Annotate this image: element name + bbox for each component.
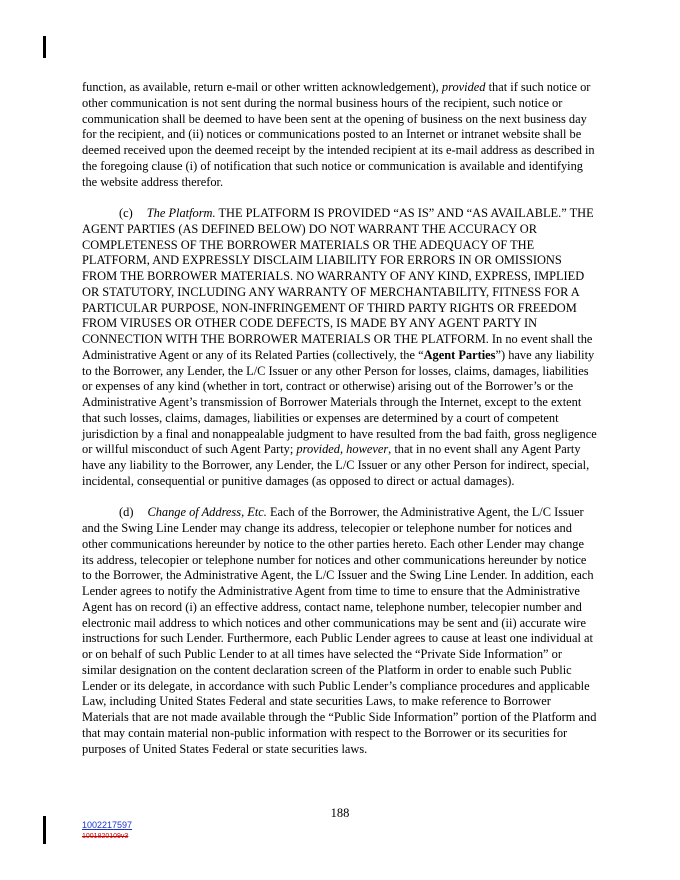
text-run: , that in no event shall any Agent Party have any liability to the Borrower, any Lender, the L/C Issuer or any other Person for indirect, special, incidental, consequential or punitive damages (as opposed to direct or actual damages). (82, 442, 590, 488)
paragraph-spacer (82, 490, 597, 506)
paragraph-c (82, 206, 597, 490)
footer-doc-id: 1002217597 (82, 820, 133, 830)
paragraph-c-label: (c) (119, 206, 133, 220)
paragraph-b-continuation (82, 80, 597, 190)
footer-prior-doc-id: 1001820109v3 (82, 833, 129, 840)
change-bar-bottom (43, 816, 46, 844)
text-run: THE PLATFORM IS PROVIDED “AS IS” AND “AS AVAILABLE.” THE AGENT PARTIES (AS DEFINED BELOW) DO NOT WARRANT THE ACCURACY OR COMPLETENESS OF THE BORROWER MATERIALS OR THE ADEQUACY OF THE PLATFORM, AND EXPRESSLY DISCLAIM LIABILITY FOR ERRORS IN OR OMISSIONS FROM THE BORROWER MATERIALS. NO WARRANTY OF ANY KIND, EXPRESS, IMPLIED OR STATUTORY, INCLUDING ANY WARRANTY OF MERCHANTABILITY, FITNESS FOR A PARTICULAR PURPOSE, NON-INFRINGEMENT OF THIRD PARTY RIGHTS OR FREEDOM FROM VIRUSES OR OTHER CODE DEFECTS, IS MADE BY ANY AGENT PARTY IN CONNECTION WITH THE BORROWER MATERIALS OR THE PLATFORM. In no event shall the Administrative Agent or any of its Related Parties (collectively, the “ (82, 206, 594, 362)
paragraph-spacer (82, 190, 597, 206)
paragraph-d-body (82, 505, 596, 755)
paragraph-c-body (82, 206, 597, 488)
change-bar-top (43, 36, 46, 58)
paragraph-c-title: The Platform. (146, 206, 216, 220)
page-number: 188 (330, 806, 350, 820)
text-run: ”) have any liability to the Borrower, any Lender, the L/C Issuer or any other Person for losses, claims, damages, liabilities or expenses of any kind (whether in tort, contract or otherwise) arising out of the Borrower’s or the Administrative Agent’s transmission of Borrower Materials through the Internet, except to the extent that such losses, claims, damages, liabilities or expenses are determined by a court of competent jurisdiction by a final and nonappealable judgment to have resulted from the bad faith, gross negligence or willful misconduct of such Agent Party; (82, 347, 597, 457)
text-run: provided, however (296, 442, 389, 457)
text-run: Agent Parties (423, 347, 496, 362)
text-run: provided (441, 80, 486, 94)
text-run: Each of the Borrower, the Administrative Agent, the L/C Issuer and the Swing Line Lender may change its address, telecopier or telephone number for notices and other communications hereunder by notice to the other parties hereto. Each other Lender may change its address, telecopier or telephone number for notices and other communications hereunder by notice to the Borrower, the Administrative Agent, the L/C Issuer and the Swing Line Lender. In addition, each Lender agrees to notify the Administrative Agent from time to time to ensure that the Administrative Agent has on record (i) an effective address, contact name, telephone number, telecopier number and electronic mail address to which notices and other communications may be sent and (ii) accurate wire instructions for such Lender. Furthermore, each Public Lender agrees to cause at least one individual at or on behalf of such Public Lender to at all times have selected the “Private Side Information” or similar designation on the content declaration screen of the Platform in order to enable such Public Lender or its delegate, in accordance with such Public Lender’s compliance procedures and applicable Law, including United States Federal and state securities Laws, to make reference to Borrower Materials that are not made available through the “Public Side Information” portion of the Platform and that may contain material non-public information with respect to the Borrower or its securities for purposes of United States Federal or state securities laws. (82, 505, 597, 756)
paragraph-d-label: (d) (119, 505, 134, 520)
body-text (82, 80, 597, 757)
paragraph-d-title: Change of Address, Etc. (147, 505, 267, 520)
text-run: function, as available, return e-mail or other written acknowledgement), (82, 80, 442, 94)
text-run: that if such notice or other communication is not sent during the normal business hours of the recipient, such notice or communication shall be deemed to have been sent at the opening of business on the next business day for the recipient, and (ii) notices or communications posted to an Internet or intranet website shall be deemed received upon the deemed receipt by the intended recipient at its e-mail address as described in the foregoing clause (i) of notification that such notice or communication is available and identifying the website address therefor. (82, 80, 595, 189)
paragraph-d (82, 505, 597, 757)
